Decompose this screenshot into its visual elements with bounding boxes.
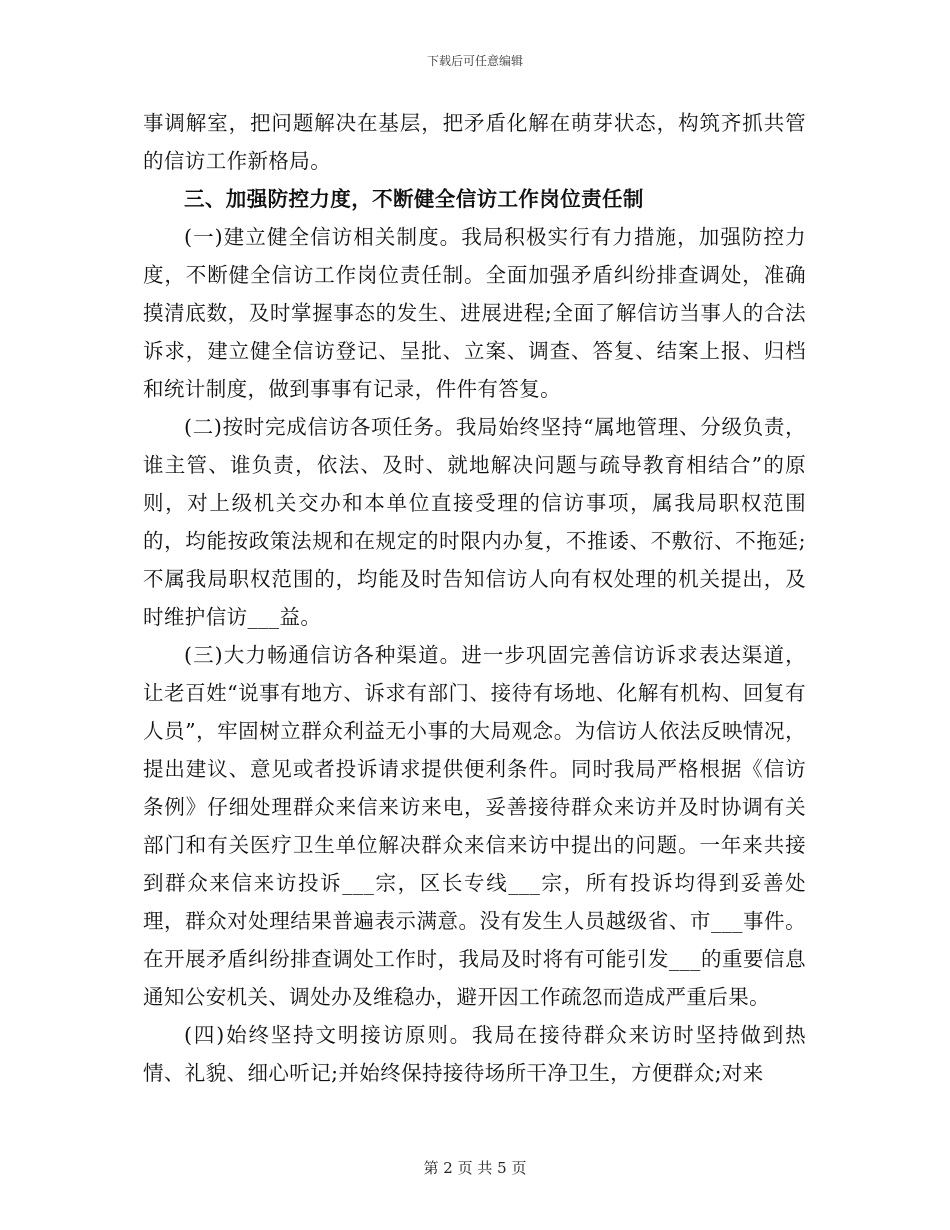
- section-heading: 三、加强防控力度，不断健全信访工作岗位责任制: [184, 187, 644, 211]
- paragraph-4: (四)始终坚持文明接访原则。我局在接待群众来访时坚持做到热情、礼貌、细心听记;并始终保持接待场所干净卫生，方便群众;对来: [143, 1023, 806, 1085]
- continuation-paragraph: 事调解室，把问题解决在基层，把矛盾化解在萌芽状态，构筑齐抓共管的信访工作新格局。: [143, 111, 806, 173]
- page-footer: 第 2 页 共 5 页: [423, 1159, 527, 1177]
- paragraph-3: (三)大力畅通信访各种渠道。进一步巩固完善信访诉求表达渠道，让老百姓“说事有地方、诉求有部门、接待有场地、化解有机构、回复有人员”，牢固树立群众利益无小事的大局观念。为信访人依法反映情况，提出建议、意见或者投诉请求提供便利条件。同时我局严格根据《信访条例》仔细处理群众来信来访来电，妥善接待群众来访并及时协调有关部门和有关医疗卫生单位解决群众来信来访中提出的问题。一年来共接到群众来信来访投诉___宗，区长专线___宗，所有投诉均得到妥善处理，群众对处理结果普遍表示满意。没有发生人员越级省、市___事件。在开展矛盾纠纷排查调处工作时，我局及时将有可能引发___的重要信息通知公安机关、调处办及维稳办，避开因工作疏忽而造成严重后果。: [143, 643, 806, 1009]
- page-header: 下载后可任意编辑: [426, 54, 523, 68]
- document-body: [143, 104, 806, 1092]
- paragraph-1: (一)建立健全信访相关制度。我局积极实行有力措施，加强防控力度，不断健全信访工作岗位责任制。全面加强矛盾纠纷排查调处，准确摸清底数，及时掌握事态的发生、进展进程;全面了解信访当事人的合法诉求，建立健全信访登记、呈批、立案、调查、答复、结案上报、归档和统计制度，做到事事有记录，件件有答复。: [143, 225, 806, 401]
- paragraph-2: (二)按时完成信访各项任务。我局始终坚持“属地管理、分级负责，谁主管、谁负责，依法、及时、就地解决问题与疏导教育相结合”的原则，对上级机关交办和本单位直接受理的信访事项，属我局职权范围的，均能按政策法规和在规定的时限内办复，不推诿、不敷衍、不拖延;不属我局职权范围的，均能及时告知信访人向有权处理的机关提出，及时维护信访___益。: [143, 415, 806, 629]
